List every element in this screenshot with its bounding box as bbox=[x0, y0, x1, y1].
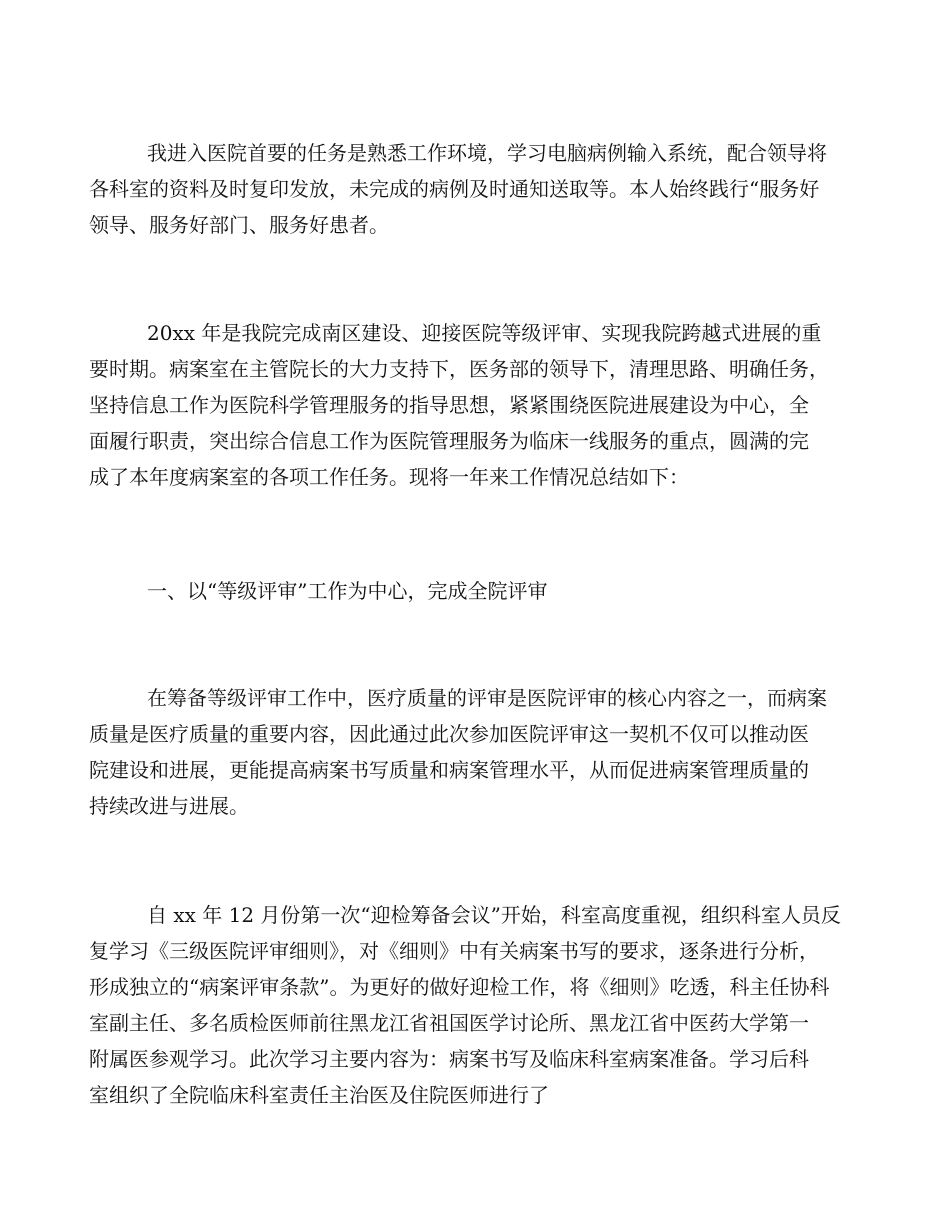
paragraph-line: 附属医参观学习。此次学习主要内容为：病案书写及临床科室病案准备。学习后科 bbox=[89, 1047, 809, 1071]
paragraph-3 bbox=[89, 680, 861, 824]
paragraph-line: 各科室的资料及时复印发放，未完成的病例及时通知送取等。本人始终践行“服务好 bbox=[89, 177, 820, 201]
paragraph-line: 面履行职责，突出综合信息工作为医院管理服务为临床一线服务的重点，圆满的完 bbox=[89, 429, 809, 453]
paragraph-line: 室组织了全院临床科室责任主治医及住院医师进行了 bbox=[89, 1083, 549, 1107]
paragraph-line: 领导、服务好部门、服务好患者。 bbox=[89, 213, 389, 237]
paragraph-line: 坚持信息工作为医院科学管理服务的指导思想，紧紧围绕医院进展建设为中心，全 bbox=[89, 393, 809, 417]
paragraph-line: 成了本年度病案室的各项工作任务。现将一年来工作情况总结如下： bbox=[89, 465, 689, 489]
paragraph-line: 复学习《三级医院评审细则》，对《细则》中有关病案书写的要求，逐条进行分析， bbox=[89, 939, 819, 963]
paragraph-line: 质量是医疗质量的重要内容，因此通过此次参加医院评审这一契机不仅可以推动医 bbox=[89, 722, 809, 746]
paragraph-line: 形成独立的“病案评审条款”。为更好的做好迎检工作，将《细则》吃透，科主任协科 bbox=[89, 975, 830, 999]
paragraph-4 bbox=[89, 897, 861, 1113]
paragraph-line: 要时期。病案室在主管院长的大力支持下，医务部的领导下，清理思路、明确任务， bbox=[89, 357, 829, 381]
paragraph-1 bbox=[89, 135, 861, 243]
paragraph-line: 持续改进与进展。 bbox=[89, 794, 249, 818]
section-heading bbox=[89, 573, 861, 609]
paragraph-line: 我进入医院首要的任务是熟悉工作环境，学习电脑病例输入系统，配合领导将 bbox=[147, 141, 827, 165]
section-heading-text: 一、以“等级评审”工作为中心，完成全院评审 bbox=[147, 579, 548, 603]
paragraph-line: 室副主任、多名质检医师前往黑龙江省祖国医学讨论所、黑龙江省中医药大学第一 bbox=[89, 1011, 809, 1035]
paragraph-line: 20xx 年是我院完成南区建设、迎接医院等级评审、实现我院跨越式进展的重 bbox=[147, 321, 822, 345]
paragraph-2 bbox=[89, 315, 861, 495]
paragraph-line: 院建设和进展，更能提高病案书写质量和病案管理水平，从而促进病案管理质量的 bbox=[89, 758, 809, 782]
paragraph-line: 在筹备等级评审工作中，医疗质量的评审是医院评审的核心内容之一，而病案 bbox=[147, 686, 827, 710]
paragraph-line: 自 xx 年 12 月份第一次“迎检筹备会议”开始，科室高度重视，组织科室人员反 bbox=[147, 903, 841, 927]
